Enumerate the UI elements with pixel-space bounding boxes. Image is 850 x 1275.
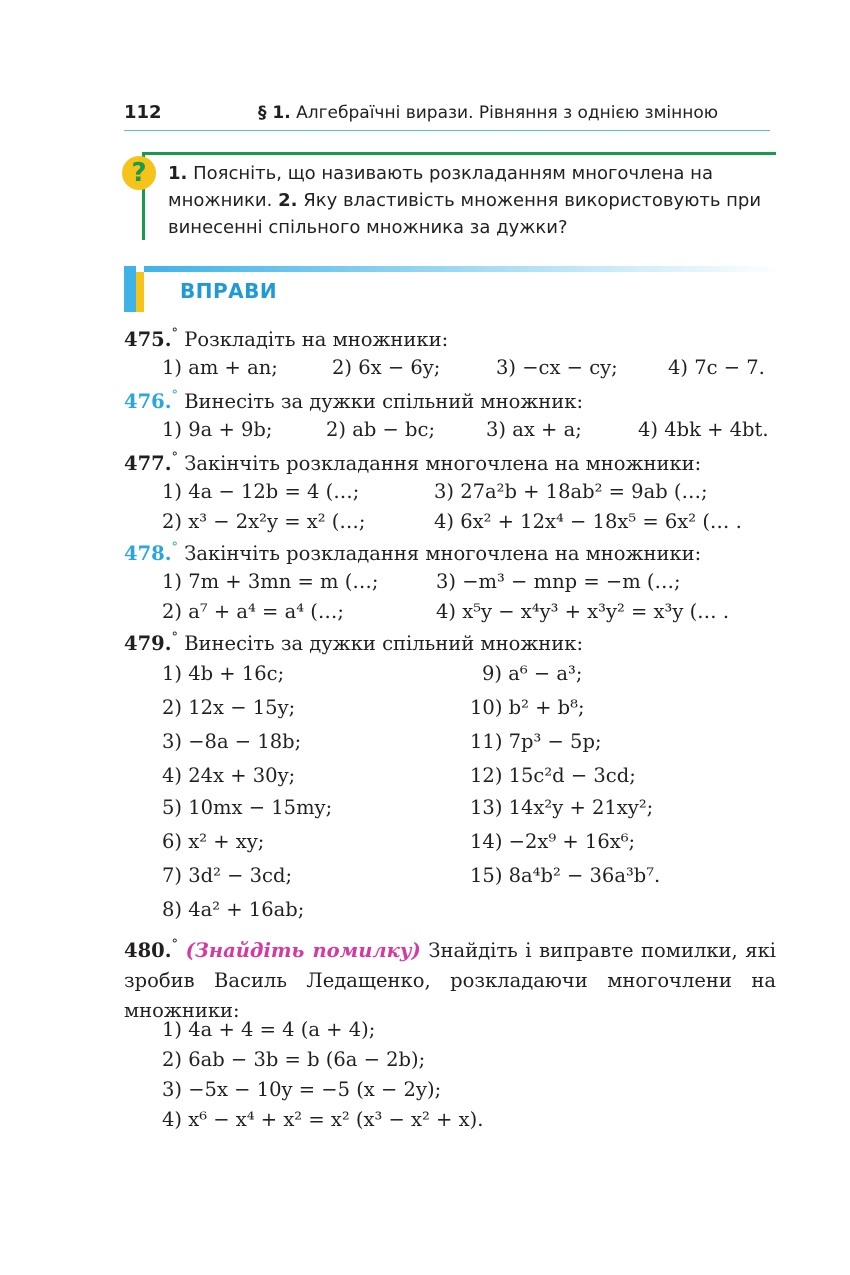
exercise-task: Закінчіть розкладання многочлена на множники: [184,452,702,475]
exercise-item: 1) 7m + 3mn = m (…; [162,570,379,593]
exercise-item: 1) 9a + 9b; [162,418,273,441]
question-2-text: Яку властивість множення використовують при винесенні спільного множника за дужки? [168,190,762,238]
exercise-item: 3) −m³ − mnp = −m (…; [436,570,681,593]
exercise-item: 3) ax + a; [486,418,582,441]
exercise-item: 4) x⁵y − x⁴y³ + x³y² = x³y (… . [436,600,730,623]
section-title [258,103,718,123]
exercise-item: 3) −cx − cy; [496,356,618,379]
exercise-task: Винесіть за дужки спільний множник: [184,632,584,655]
exercise-number: 477. [124,452,172,475]
exercise-task: Знайдіть і виправте помилки, які зробив Василь Ледащенко, розкладаючи многочлени на множники: [124,939,776,1022]
exercise-item: 3) 27a²b + 18ab² = 9ab (…; [434,480,708,503]
exercise-item: 4) 4bk + 4bt. [638,418,769,441]
exercise-item: 7) 3d² − 3cd; [162,864,293,887]
exercise-task: Винесіть за дужки спільний множник: [184,390,584,413]
exercise-479-heading: 479.° Винесіть за дужки спільний множник: [124,630,584,655]
exercise-number: 476. [124,390,172,413]
exercise-item: 11) 7p³ − 5p; [470,730,602,753]
exercise-item: 6) x² + xy; [162,830,265,853]
exercise-475-heading: 475.° Розкладіть на множники: [124,326,449,351]
exercise-item: 1) 4a + 4 = 4 (a + 4); [162,1018,376,1041]
exercise-number: 478. [124,542,172,565]
exercise-478-heading: 478.° Закінчіть розкладання многочлена на множники: [124,540,702,565]
review-questions-text [168,160,778,241]
page-header [124,100,770,131]
exercise-item: 4) 24x + 30y; [162,764,296,787]
page-number: 112 [124,102,162,123]
exercise-480-heading: 480.° (Знайдіть помилку) Знайдіть і виправте помилки, які зробив Василь Ледащенко, розкладаючи многочлени на множники: [124,937,776,1022]
exercise-item: 2) x³ − 2x²y = x² (…; [162,510,366,533]
banner-blue-bar [124,266,136,312]
exercise-number: 479. [124,632,172,655]
exercise-item: 12) 15c²d − 3cd; [470,764,636,787]
exercise-476-heading: 476.° Винесіть за дужки спільний множник: [124,388,584,413]
find-error-label: (Знайдіть помилку) [185,939,421,962]
exercise-item: 8) 4a² + 16ab; [162,898,305,921]
review-questions-box [131,152,776,242]
exercise-item: 14) −2x⁹ + 16x⁶; [470,830,636,853]
exercise-item: 1) 4a − 12b = 4 (…; [162,480,360,503]
banner-yellow-bar [136,272,144,312]
exercise-item: 15) 8a⁴b² − 36a³b⁷. [470,864,661,887]
exercise-item: 2) ab − bc; [326,418,436,441]
question-1-text: Поясніть, що називають розкладанням многочлена на множники. [168,163,713,211]
exercise-task: Розкладіть на множники: [184,328,449,351]
exercise-item: 3) −5x − 10y = −5 (x − 2y); [162,1078,442,1101]
exercise-item: 2) 6x − 6y; [332,356,441,379]
exercise-item: 2) 12x − 15y; [162,696,296,719]
exercise-item: 1) 4b + 16c; [162,662,285,685]
exercise-item: 4) 7c − 7. [668,356,765,379]
exercise-477-heading: 477.° Закінчіть розкладання многочлена на множники: [124,450,702,475]
exercise-item: 1) am + an; [162,356,278,379]
exercise-item: 10) b² + b⁸; [470,696,585,719]
question-box-top-border [142,152,776,155]
question-2-number: 2. [278,190,298,211]
question-1-number: 1. [168,163,188,184]
exercise-item: 13) 14x²y + 21xy²; [470,796,654,819]
exercises-banner [124,266,784,312]
banner-gradient-line [144,266,784,272]
exercise-task: Закінчіть розкладання многочлена на множники: [184,542,702,565]
exercise-item: 3) −8a − 18b; [162,730,302,753]
section-mark: § 1. [258,103,291,123]
question-mark-icon: ? [122,156,156,190]
exercise-item: 2) 6ab − 3b = b (6a − 2b); [162,1048,426,1071]
exercise-number: 480. [124,939,172,962]
exercise-number: 475. [124,328,172,351]
section-title-text: Алгебраїчні вирази. Рівняння з однією змінною [296,103,719,123]
exercise-item: 9) a⁶ − a³; [482,662,583,685]
exercises-title: ВПРАВИ [180,279,278,303]
exercise-item: 4) x⁶ − x⁴ + x² = x² (x³ − x² + x). [162,1108,484,1131]
exercise-item: 4) 6x² + 12x⁴ − 18x⁵ = 6x² (… . [434,510,742,533]
exercise-item: 2) a⁷ + a⁴ = a⁴ (…; [162,600,344,623]
exercise-item: 5) 10mx − 15my; [162,796,333,819]
